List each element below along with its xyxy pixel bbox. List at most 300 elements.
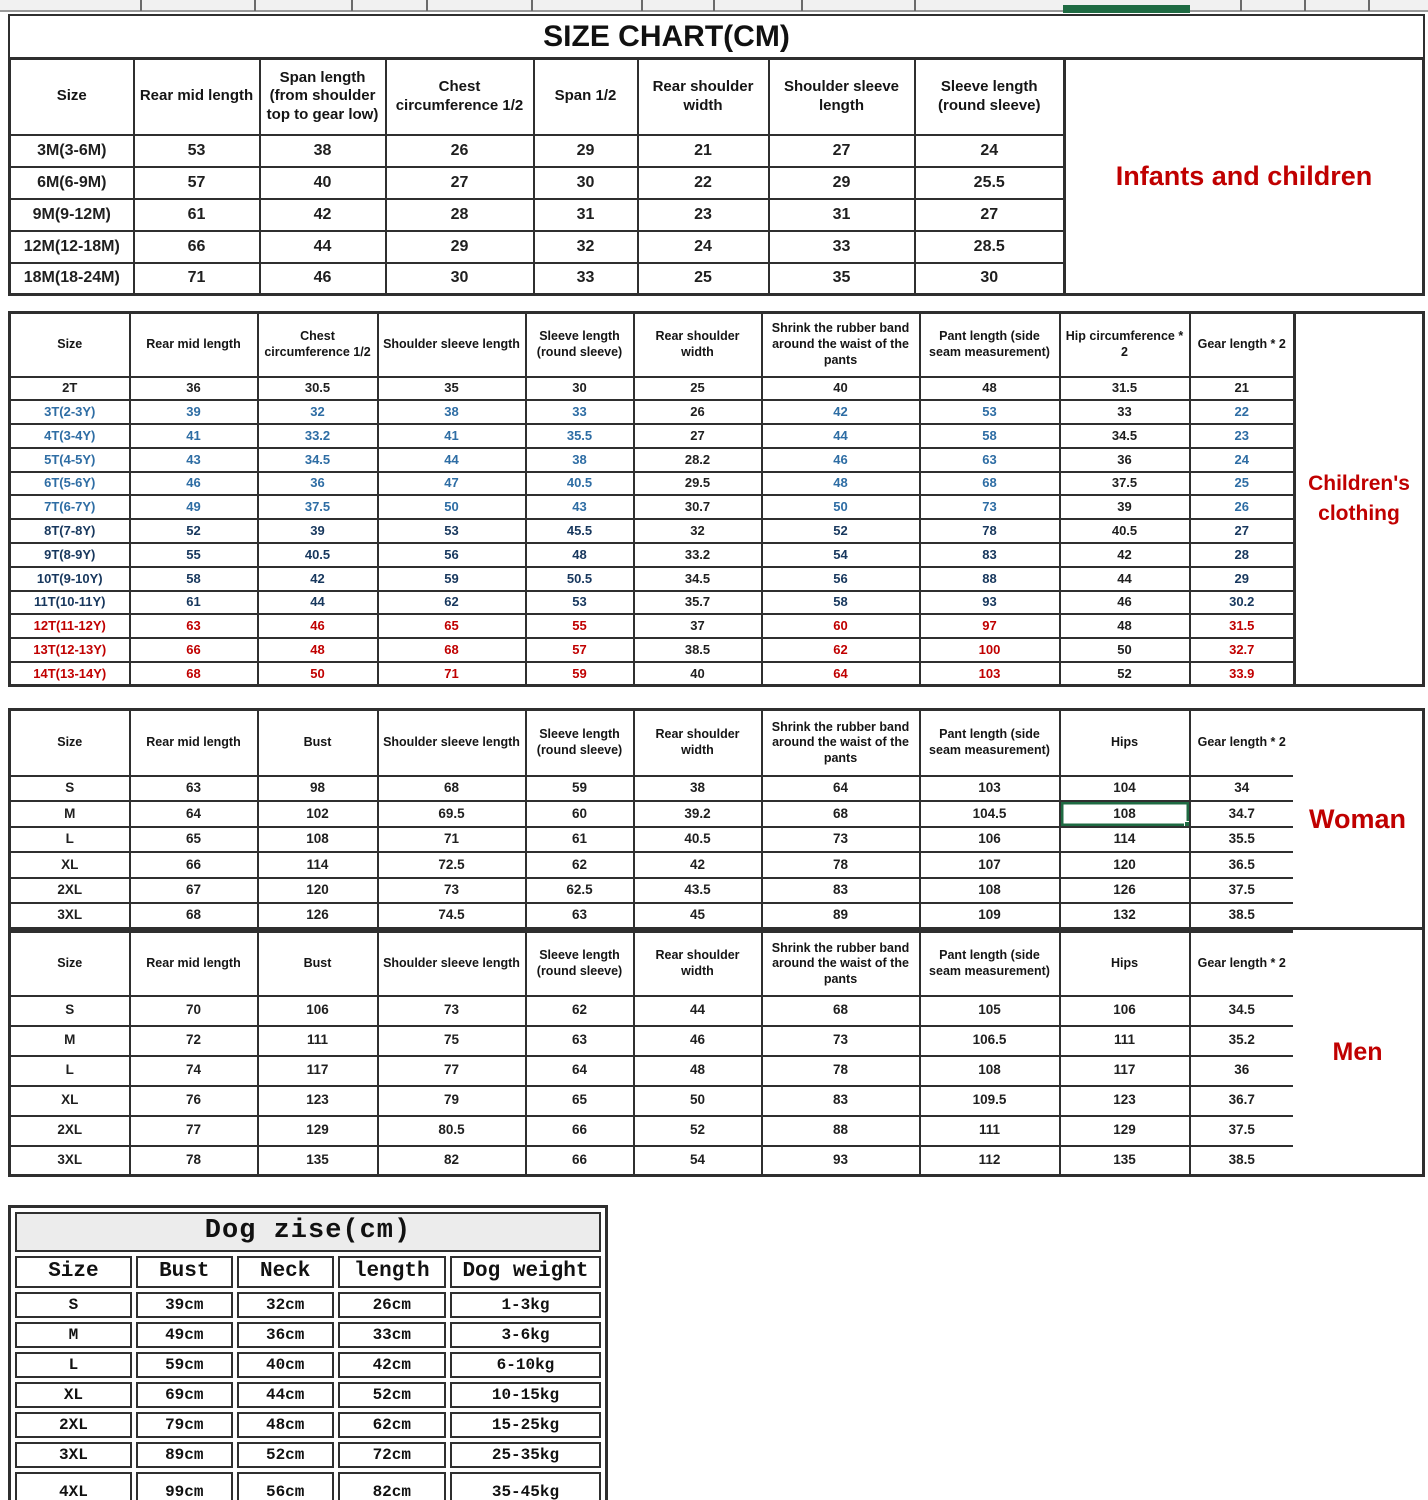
value-cell: 71 bbox=[134, 263, 260, 295]
value-cell: 3-6kg bbox=[450, 1322, 601, 1348]
value-cell: 72.5 bbox=[378, 852, 526, 878]
value-cell: 57 bbox=[134, 167, 260, 199]
spreadsheet-top-strip bbox=[0, 0, 1428, 12]
value-cell: 63 bbox=[130, 614, 258, 638]
table-row bbox=[10, 776, 1295, 802]
column-header: Size bbox=[10, 59, 134, 135]
value-cell: 64 bbox=[526, 1056, 634, 1086]
value-cell: 64 bbox=[762, 776, 920, 802]
value-cell: 25.5 bbox=[915, 167, 1065, 199]
value-cell: 58 bbox=[762, 591, 920, 615]
value-cell: 36 bbox=[258, 472, 378, 496]
value-cell: 76 bbox=[130, 1086, 258, 1116]
size-label-cell: M bbox=[10, 1026, 130, 1056]
size-label-cell: 11T(10-11Y) bbox=[10, 591, 130, 615]
value-cell: 111 bbox=[920, 1116, 1060, 1146]
size-label-cell: 8T(7-8Y) bbox=[10, 519, 130, 543]
value-cell: 32 bbox=[634, 519, 762, 543]
dog-table-title: Dog zise(cm) bbox=[15, 1212, 601, 1252]
value-cell: 36.7 bbox=[1190, 1086, 1295, 1116]
value-cell: 78 bbox=[130, 1146, 258, 1176]
value-cell: 104 bbox=[1060, 776, 1190, 802]
dog-size-table bbox=[8, 1205, 608, 1500]
value-cell: 53 bbox=[134, 135, 260, 167]
value-cell: 36 bbox=[1060, 448, 1190, 472]
size-label-cell: 7T(6-7Y) bbox=[10, 495, 130, 519]
value-cell: 30 bbox=[386, 263, 534, 295]
value-cell: 21 bbox=[1190, 377, 1295, 401]
column-header: Pant length (side seam measurement) bbox=[920, 313, 1060, 377]
value-cell: 66 bbox=[526, 1146, 634, 1176]
value-cell: 108 bbox=[920, 878, 1060, 904]
value-cell: 32 bbox=[534, 231, 638, 263]
value-cell: 35.5 bbox=[526, 424, 634, 448]
value-cell: 44 bbox=[258, 591, 378, 615]
value-cell: 34.5 bbox=[1060, 424, 1190, 448]
column-header: Chest circumference 1/2 bbox=[258, 313, 378, 377]
value-cell: 73 bbox=[920, 495, 1060, 519]
column-header: Chest circumference 1/2 bbox=[386, 59, 534, 135]
table-row bbox=[10, 472, 1295, 496]
woman-label: Woman bbox=[1293, 708, 1425, 930]
size-label-cell: 4T(3-4Y) bbox=[10, 424, 130, 448]
value-cell: 42 bbox=[762, 400, 920, 424]
value-cell: 27 bbox=[769, 135, 915, 167]
column-header: Size bbox=[10, 710, 130, 776]
value-cell: 34.7 bbox=[1190, 801, 1295, 827]
value-cell: 48 bbox=[1060, 614, 1190, 638]
value-cell: 23 bbox=[638, 199, 769, 231]
table-row bbox=[10, 1086, 1295, 1116]
table-row bbox=[15, 1412, 601, 1438]
table-row bbox=[15, 1382, 601, 1408]
value-cell: 46 bbox=[1060, 591, 1190, 615]
grid-tick bbox=[426, 0, 428, 11]
value-cell: 63 bbox=[920, 448, 1060, 472]
size-label-cell: XL bbox=[10, 1086, 130, 1116]
value-cell: 29.5 bbox=[634, 472, 762, 496]
column-header: Pant length (side seam measurement) bbox=[920, 932, 1060, 996]
value-cell: 27 bbox=[386, 167, 534, 199]
value-cell: 78 bbox=[920, 519, 1060, 543]
value-cell: 46 bbox=[762, 448, 920, 472]
value-cell: 43 bbox=[130, 448, 258, 472]
value-cell: 89cm bbox=[136, 1442, 233, 1468]
table-row bbox=[10, 495, 1295, 519]
table-row bbox=[15, 1472, 601, 1500]
column-header: Shrink the rubber band around the waist of the pants bbox=[762, 710, 920, 776]
value-cell: 135 bbox=[1060, 1146, 1190, 1176]
value-cell: 68 bbox=[762, 801, 920, 827]
value-cell: 25 bbox=[1190, 472, 1295, 496]
value-cell: 64 bbox=[762, 662, 920, 686]
value-cell: 50 bbox=[762, 495, 920, 519]
value-cell: 56cm bbox=[237, 1472, 334, 1500]
value-cell: 103 bbox=[920, 776, 1060, 802]
table-row bbox=[10, 231, 1065, 263]
value-cell: 38.5 bbox=[634, 638, 762, 662]
value-cell: 73 bbox=[378, 996, 526, 1026]
column-header: Shrink the rubber band around the waist of the pants bbox=[762, 932, 920, 996]
value-cell: 24 bbox=[1190, 448, 1295, 472]
column-header: Rear shoulder width bbox=[634, 932, 762, 996]
value-cell: 73 bbox=[378, 878, 526, 904]
grid-tick bbox=[801, 0, 803, 11]
value-cell: 38 bbox=[378, 400, 526, 424]
value-cell: 52 bbox=[1060, 662, 1190, 686]
men-size-table bbox=[8, 930, 1296, 1177]
value-cell: 40.5 bbox=[1060, 519, 1190, 543]
value-cell: 27 bbox=[634, 424, 762, 448]
column-header: Rear shoulder width bbox=[634, 710, 762, 776]
value-cell: 65 bbox=[378, 614, 526, 638]
size-label-cell: S bbox=[15, 1292, 132, 1318]
grid-tick bbox=[914, 0, 916, 11]
column-header: Gear length * 2 bbox=[1190, 932, 1295, 996]
value-cell: 43.5 bbox=[634, 878, 762, 904]
value-cell: 33 bbox=[526, 400, 634, 424]
value-cell: 42cm bbox=[338, 1352, 446, 1378]
value-cell: 50.5 bbox=[526, 567, 634, 591]
table-row bbox=[10, 135, 1065, 167]
value-cell: 22 bbox=[1190, 400, 1295, 424]
size-label-cell: S bbox=[10, 776, 130, 802]
table-row bbox=[10, 1056, 1295, 1086]
size-label-cell: 18M(18-24M) bbox=[10, 263, 134, 295]
column-header: Hip circumference * 2 bbox=[1060, 313, 1190, 377]
column-header: Bust bbox=[258, 932, 378, 996]
value-cell: 42 bbox=[258, 567, 378, 591]
table-row bbox=[10, 377, 1295, 401]
value-cell: 6-10kg bbox=[450, 1352, 601, 1378]
table-row bbox=[10, 827, 1295, 853]
value-cell: 99cm bbox=[136, 1472, 233, 1500]
men-label: Men bbox=[1293, 930, 1425, 1177]
size-label-cell: 6T(5-6Y) bbox=[10, 472, 130, 496]
value-cell: 98 bbox=[258, 776, 378, 802]
value-cell: 33cm bbox=[338, 1322, 446, 1348]
size-label-cell: 10T(9-10Y) bbox=[10, 567, 130, 591]
value-cell: 67 bbox=[130, 878, 258, 904]
value-cell: 39.2 bbox=[634, 801, 762, 827]
value-cell: 68 bbox=[130, 662, 258, 686]
value-cell: 54 bbox=[634, 1146, 762, 1176]
column-header: Span 1/2 bbox=[534, 59, 638, 135]
value-cell: 38 bbox=[260, 135, 386, 167]
column-header: Rear mid length bbox=[130, 932, 258, 996]
value-cell: 50 bbox=[634, 1086, 762, 1116]
value-cell: 59 bbox=[526, 776, 634, 802]
value-cell: 63 bbox=[526, 903, 634, 929]
value-cell: 38.5 bbox=[1190, 903, 1295, 929]
value-cell: 37.5 bbox=[1190, 1116, 1295, 1146]
value-cell: 57 bbox=[526, 638, 634, 662]
table-row bbox=[10, 519, 1295, 543]
value-cell: 77 bbox=[378, 1056, 526, 1086]
column-header: Rear shoulder width bbox=[638, 59, 769, 135]
size-label-cell: L bbox=[15, 1352, 132, 1378]
value-cell: 50 bbox=[258, 662, 378, 686]
value-cell: 111 bbox=[1060, 1026, 1190, 1056]
selection-range-indicator bbox=[1063, 5, 1190, 13]
value-cell: 66 bbox=[134, 231, 260, 263]
value-cell: 59 bbox=[526, 662, 634, 686]
column-header: Sleeve length (round sleeve) bbox=[915, 59, 1065, 135]
column-header: Shrink the rubber band around the waist of the pants bbox=[762, 313, 920, 377]
value-cell: 106 bbox=[1060, 996, 1190, 1026]
value-cell: 82cm bbox=[338, 1472, 446, 1500]
table-row bbox=[10, 1116, 1295, 1146]
value-cell: 82 bbox=[378, 1146, 526, 1176]
value-cell: 123 bbox=[1060, 1086, 1190, 1116]
value-cell: 89 bbox=[762, 903, 920, 929]
children-label-text: Children's clothing bbox=[1308, 471, 1410, 526]
value-cell: 120 bbox=[258, 878, 378, 904]
size-label-cell: 6M(6-9M) bbox=[10, 167, 134, 199]
size-label-cell: 3XL bbox=[10, 903, 130, 929]
value-cell: 35-45kg bbox=[450, 1472, 601, 1500]
value-cell: 66 bbox=[130, 638, 258, 662]
value-cell: 54 bbox=[762, 543, 920, 567]
value-cell: 68 bbox=[378, 776, 526, 802]
table-row bbox=[10, 567, 1295, 591]
size-label-cell: 3XL bbox=[10, 1146, 130, 1176]
size-label-cell: 3M(3-6M) bbox=[10, 135, 134, 167]
value-cell: 106 bbox=[258, 996, 378, 1026]
value-cell: 44 bbox=[1060, 567, 1190, 591]
value-cell: 24 bbox=[915, 135, 1065, 167]
value-cell: 66 bbox=[130, 852, 258, 878]
value-cell: 32 bbox=[258, 400, 378, 424]
grid-tick bbox=[641, 0, 643, 11]
value-cell: 46 bbox=[130, 472, 258, 496]
table-row bbox=[10, 903, 1295, 929]
table-row bbox=[10, 996, 1295, 1026]
value-cell: 30.5 bbox=[258, 377, 378, 401]
table-row bbox=[10, 878, 1295, 904]
value-cell: 37.5 bbox=[1190, 878, 1295, 904]
value-cell: 45 bbox=[634, 903, 762, 929]
value-cell: 29 bbox=[534, 135, 638, 167]
size-label-cell: 2XL bbox=[10, 878, 130, 904]
column-header: Hips bbox=[1060, 932, 1190, 996]
value-cell: 48 bbox=[258, 638, 378, 662]
value-cell: 40 bbox=[260, 167, 386, 199]
value-cell: 109.5 bbox=[920, 1086, 1060, 1116]
table-row bbox=[10, 662, 1295, 686]
value-cell: 80.5 bbox=[378, 1116, 526, 1146]
value-cell: 29 bbox=[769, 167, 915, 199]
table-row bbox=[15, 1352, 601, 1378]
value-cell: 41 bbox=[378, 424, 526, 448]
value-cell: 40.5 bbox=[526, 472, 634, 496]
value-cell: 62.5 bbox=[526, 878, 634, 904]
value-cell: 88 bbox=[920, 567, 1060, 591]
value-cell: 112 bbox=[920, 1146, 1060, 1176]
column-header: Rear mid length bbox=[130, 313, 258, 377]
table-row bbox=[10, 424, 1295, 448]
selected-cell: 108 bbox=[1060, 801, 1190, 827]
value-cell: 30 bbox=[526, 377, 634, 401]
column-header: Size bbox=[10, 313, 130, 377]
size-label-cell: 2T bbox=[10, 377, 130, 401]
value-cell: 52cm bbox=[338, 1382, 446, 1408]
column-header: Rear mid length bbox=[134, 59, 260, 135]
value-cell: 33.2 bbox=[258, 424, 378, 448]
value-cell: 56 bbox=[378, 543, 526, 567]
value-cell: 34.5 bbox=[634, 567, 762, 591]
column-header: Sleeve length (round sleeve) bbox=[526, 932, 634, 996]
column-header: Hips bbox=[1060, 710, 1190, 776]
value-cell: 33.9 bbox=[1190, 662, 1295, 686]
value-cell: 58 bbox=[130, 567, 258, 591]
value-cell: 59cm bbox=[136, 1352, 233, 1378]
value-cell: 108 bbox=[920, 1056, 1060, 1086]
value-cell: 21 bbox=[638, 135, 769, 167]
value-cell: 52 bbox=[762, 519, 920, 543]
value-cell: 39 bbox=[130, 400, 258, 424]
value-cell: 75 bbox=[378, 1026, 526, 1056]
size-label-cell: 2XL bbox=[15, 1412, 132, 1438]
value-cell: 68 bbox=[762, 996, 920, 1026]
value-cell: 29 bbox=[386, 231, 534, 263]
size-label-cell: L bbox=[10, 1056, 130, 1086]
column-header: Gear length * 2 bbox=[1190, 710, 1295, 776]
grid-tick bbox=[1368, 0, 1370, 11]
value-cell: 30 bbox=[915, 263, 1065, 295]
value-cell: 38.5 bbox=[1190, 1146, 1295, 1176]
value-cell: 48 bbox=[762, 472, 920, 496]
value-cell: 46 bbox=[260, 263, 386, 295]
value-cell: 36 bbox=[1190, 1056, 1295, 1086]
grid-tick bbox=[1240, 0, 1242, 11]
value-cell: 114 bbox=[258, 852, 378, 878]
value-cell: 31 bbox=[534, 199, 638, 231]
value-cell: 44 bbox=[378, 448, 526, 472]
value-cell: 135 bbox=[258, 1146, 378, 1176]
value-cell: 74 bbox=[130, 1056, 258, 1086]
value-cell: 62 bbox=[526, 996, 634, 1026]
table-row bbox=[10, 199, 1065, 231]
value-cell: 93 bbox=[762, 1146, 920, 1176]
table-row bbox=[10, 263, 1065, 295]
column-header: Rear shoulder width bbox=[634, 313, 762, 377]
table-row bbox=[15, 1322, 601, 1348]
column-header: Pant length (side seam measurement) bbox=[920, 710, 1060, 776]
value-cell: 114 bbox=[1060, 827, 1190, 853]
column-header: Dog weight bbox=[450, 1256, 601, 1288]
value-cell: 39cm bbox=[136, 1292, 233, 1318]
value-cell: 120 bbox=[1060, 852, 1190, 878]
value-cell: 28.5 bbox=[915, 231, 1065, 263]
value-cell: 64 bbox=[130, 801, 258, 827]
value-cell: 105 bbox=[920, 996, 1060, 1026]
value-cell: 37.5 bbox=[258, 495, 378, 519]
value-cell: 83 bbox=[762, 1086, 920, 1116]
children-size-table bbox=[8, 311, 1296, 687]
value-cell: 79cm bbox=[136, 1412, 233, 1438]
value-cell: 23 bbox=[1190, 424, 1295, 448]
grid-tick bbox=[351, 0, 353, 11]
value-cell: 40cm bbox=[237, 1352, 334, 1378]
value-cell: 71 bbox=[378, 662, 526, 686]
value-cell: 45.5 bbox=[526, 519, 634, 543]
value-cell: 77 bbox=[130, 1116, 258, 1146]
size-label-cell: M bbox=[15, 1322, 132, 1348]
value-cell: 35.7 bbox=[634, 591, 762, 615]
value-cell: 60 bbox=[526, 801, 634, 827]
table-row bbox=[10, 167, 1065, 199]
column-header: Size bbox=[10, 932, 130, 996]
value-cell: 103 bbox=[920, 662, 1060, 686]
value-cell: 30 bbox=[534, 167, 638, 199]
value-cell: 50 bbox=[1060, 638, 1190, 662]
size-label-cell: 12M(12-18M) bbox=[10, 231, 134, 263]
value-cell: 30.2 bbox=[1190, 591, 1295, 615]
value-cell: 100 bbox=[920, 638, 1060, 662]
value-cell: 43 bbox=[526, 495, 634, 519]
value-cell: 69cm bbox=[136, 1382, 233, 1408]
table-row bbox=[10, 1026, 1295, 1056]
value-cell: 48cm bbox=[237, 1412, 334, 1438]
value-cell: 28.2 bbox=[634, 448, 762, 472]
value-cell: 59 bbox=[378, 567, 526, 591]
value-cell: 42 bbox=[260, 199, 386, 231]
value-cell: 33 bbox=[534, 263, 638, 295]
size-label-cell: 3XL bbox=[15, 1442, 132, 1468]
value-cell: 36 bbox=[130, 377, 258, 401]
value-cell: 27 bbox=[915, 199, 1065, 231]
value-cell: 24 bbox=[638, 231, 769, 263]
value-cell: 106.5 bbox=[920, 1026, 1060, 1056]
size-label-cell: 5T(4-5Y) bbox=[10, 448, 130, 472]
value-cell: 62 bbox=[378, 591, 526, 615]
value-cell: 93 bbox=[920, 591, 1060, 615]
value-cell: 40 bbox=[762, 377, 920, 401]
infants-label: Infants and children bbox=[1066, 57, 1425, 296]
value-cell: 1-3kg bbox=[450, 1292, 601, 1318]
value-cell: 10-15kg bbox=[450, 1382, 601, 1408]
value-cell: 46 bbox=[258, 614, 378, 638]
column-header: Bust bbox=[258, 710, 378, 776]
value-cell: 60 bbox=[762, 614, 920, 638]
value-cell: 35 bbox=[769, 263, 915, 295]
size-label-cell: 12T(11-12Y) bbox=[10, 614, 130, 638]
value-cell: 69.5 bbox=[378, 801, 526, 827]
value-cell: 63 bbox=[130, 776, 258, 802]
size-label-cell: S bbox=[10, 996, 130, 1026]
table-row bbox=[10, 638, 1295, 662]
size-label-cell: 9M(9-12M) bbox=[10, 199, 134, 231]
value-cell: 52 bbox=[634, 1116, 762, 1146]
column-header: Neck bbox=[237, 1256, 334, 1288]
page-title: SIZE CHART(CM) bbox=[8, 14, 1425, 57]
value-cell: 61 bbox=[134, 199, 260, 231]
grid-tick bbox=[140, 0, 142, 11]
value-cell: 48 bbox=[526, 543, 634, 567]
size-label-cell: 9T(8-9Y) bbox=[10, 543, 130, 567]
value-cell: 26 bbox=[386, 135, 534, 167]
value-cell: 35.5 bbox=[1190, 827, 1295, 853]
table-row bbox=[10, 1146, 1295, 1176]
column-header: Bust bbox=[136, 1256, 233, 1288]
table-row bbox=[10, 614, 1295, 638]
value-cell: 61 bbox=[130, 591, 258, 615]
value-cell: 49 bbox=[130, 495, 258, 519]
value-cell: 36.5 bbox=[1190, 852, 1295, 878]
value-cell: 78 bbox=[762, 852, 920, 878]
value-cell: 35.2 bbox=[1190, 1026, 1295, 1056]
